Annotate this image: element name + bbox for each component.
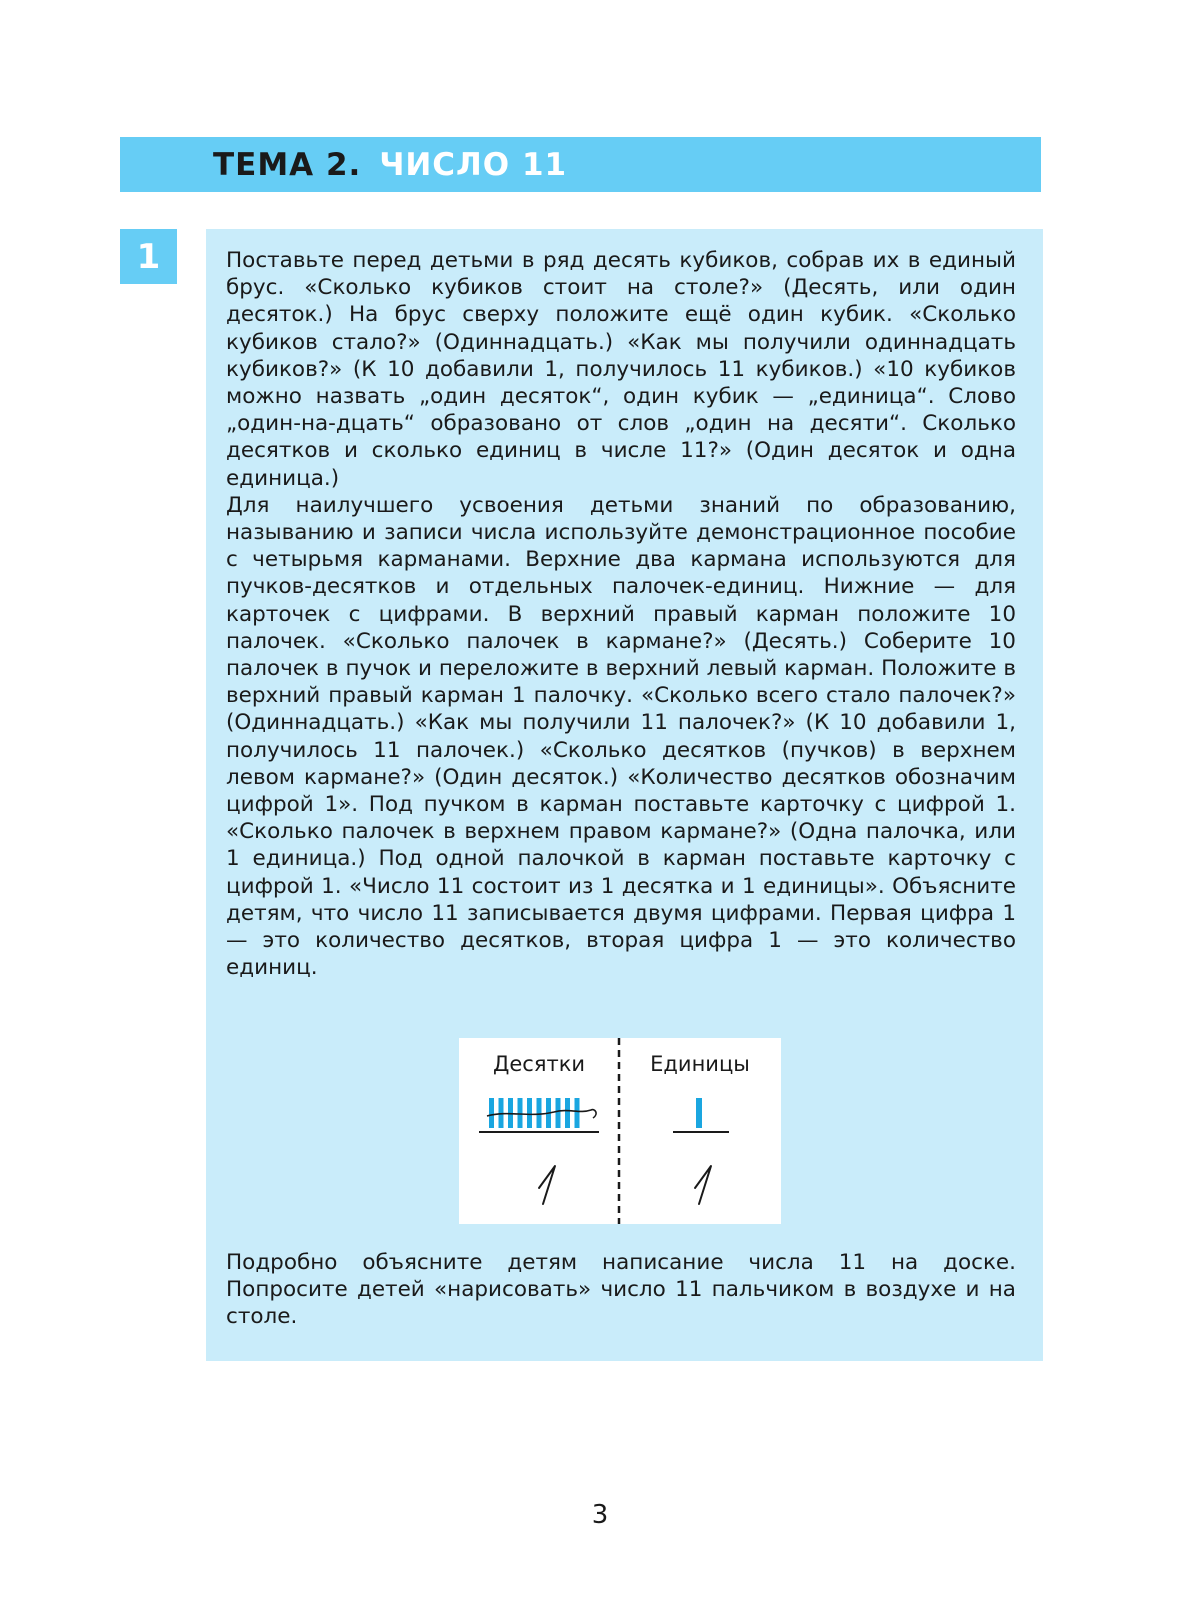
tens-stick — [527, 1098, 532, 1128]
tens-label: Десятки — [492, 1052, 586, 1076]
page-number: 3 — [591, 1500, 609, 1530]
tens-bundle-icon — [489, 1098, 580, 1128]
tens-stick — [499, 1098, 504, 1128]
handwritten-digit-units — [695, 1166, 711, 1204]
unit-stick — [696, 1098, 702, 1128]
tens-stick — [518, 1098, 523, 1128]
task-number-badge: 1 — [120, 229, 177, 284]
tens-units-diagram — [459, 1038, 781, 1224]
final-instructions — [226, 1249, 1016, 1331]
tens-stick — [489, 1098, 494, 1128]
units-label: Единицы — [650, 1052, 750, 1076]
handwritten-digit-tens — [539, 1166, 555, 1204]
tens-stick — [565, 1098, 570, 1128]
paragraph-1: Поставьте перед детьми в ряд десять кубиков, собрав их в единый брус. «Сколько кубиков стоит на столе?» (Десять, или один десяток.) На брус сверху положите ещё один кубик. «Сколько кубиков стало?» (Одиннадцать.) «Как мы получили одиннадцать кубиков?» (К 10 добавили 1, получилось 11 кубиков.) «10 кубиков можно назвать „один десяток“, один кубик — „единица“. Слово „один-на-дцать“ образовано от слов „один на десяти“. Сколько десятков и сколько единиц в числе 11?» (Один десяток и одна единица.) — [226, 248, 1016, 491]
unit-stick-icon — [696, 1098, 702, 1128]
tens-stick — [556, 1098, 561, 1128]
tens-stick — [537, 1098, 542, 1128]
paragraph-3: Подробно объясните детям написание числа 11 на доске. Попросите детей «нарисовать» число 11 пальчиком в воздухе и на столе. — [226, 1250, 1016, 1330]
task-box — [206, 229, 1043, 1361]
task-instructions — [226, 247, 1016, 981]
paragraph-2: Для наилучшего усвоения детьми знаний по образованию, называнию и записи числа используйте демонстрационное пособие с четырьмя карманами. Верхние два кармана используются для пучков-десятков и отдельных палочек-единиц. Нижние — для карточек с цифрами. В верхний правый карман положите 10 палочек. «Сколько палочек в кармане?» (Десять.) Соберите 10 палочек в пучок и переложите в верхний левый карман. Положите в верхний правый карман 1 палочку. «Сколько всего стало палочек?» (Одиннадцать.) «Как мы получили 11 палочек?» (К 10 добавили 1, получилось 11 палочек.) «Сколько десятков (пучков) в верхнем левом кармане?» (Один десяток.) «Количество десятков обозначим цифрой 1». Под пучком в карман поставьте карточку с цифрой 1. «Сколько палочек в верхнем правом кармане?» (Одна палочка, или 1 единица.) Под одной палочкой в карман поставьте карточку с цифрой 1. «Число 11 состоит из 1 десятка и 1 единицы». Объясните детям, что число 11 записывается двумя цифрами. Первая цифра 1 — это количество десятков, вторая цифра 1 — это количество единиц. — [226, 492, 1016, 981]
topic-title: ЧИСЛО 11 — [379, 146, 568, 183]
topic-banner — [120, 137, 1041, 192]
tens-stick — [575, 1098, 580, 1128]
topic-label: ТЕМА 2. — [213, 146, 362, 183]
